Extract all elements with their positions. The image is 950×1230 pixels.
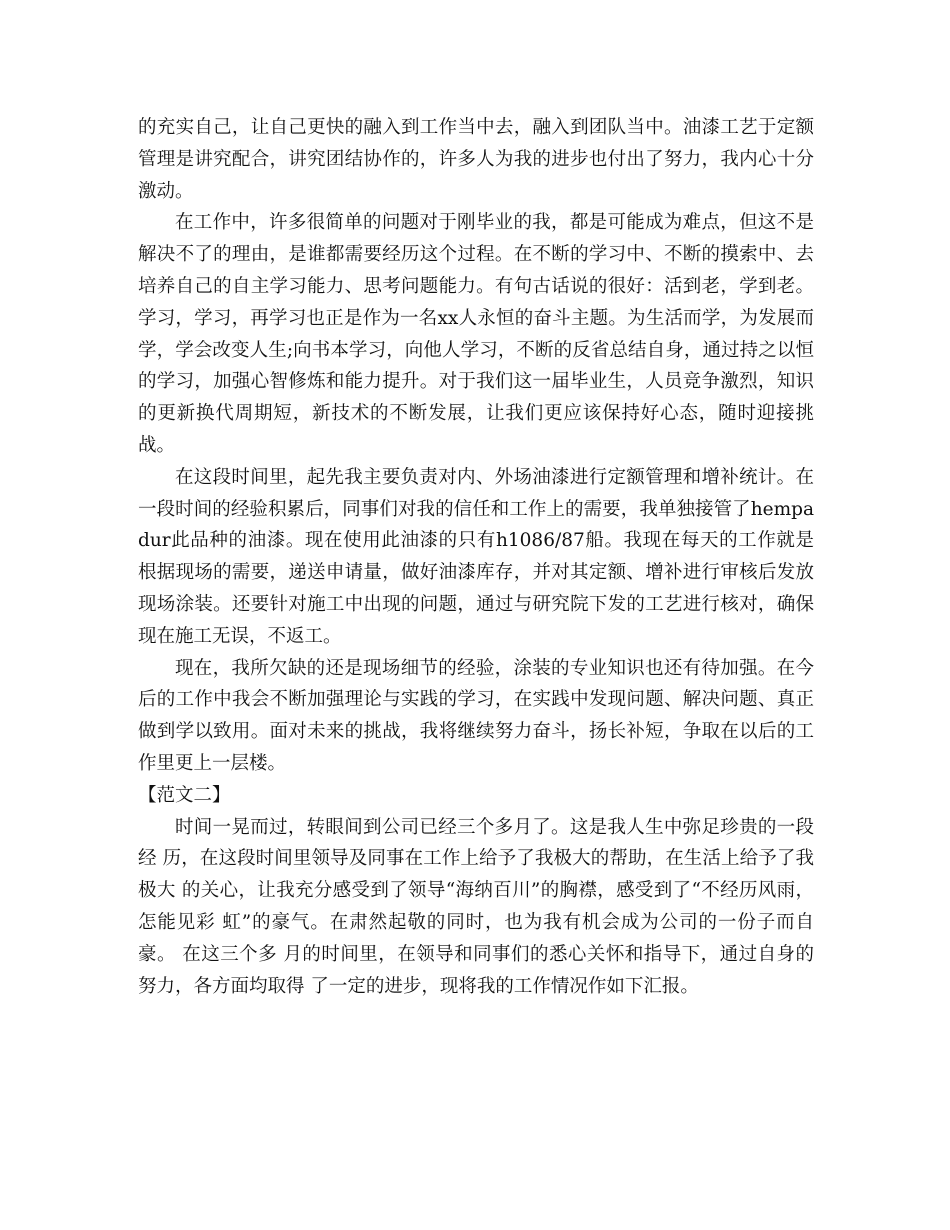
section-heading: 【范文二】	[138, 784, 231, 806]
document-body	[138, 112, 814, 1002]
paragraph-shortcomings: 现在，我所欠缺的还是现场细节的经验，涂装的专业知识也还有待加强。在今后的工作中我会不断加强理论与实践的学习，在实践中发现问题、解决问题、真正做到学以致用。面对未来的挑战，我将继续努力奋斗，扬长补短，争取在以后的工作里更上一层楼。	[138, 657, 814, 774]
paragraph-duties: 在这段时间里，起先我主要负责对内、外场油漆进行定额管理和增补统计。在一段时间的经验积累后，同事们对我的信任和工作上的需要，我单独接管了hempadur此品种的油漆。现在使用此油漆的只有h1086/87船。我现在每天的工作就是根据现场的需要，递送申请量，做好油漆库存，并对其定额、增补进行审核后发放现场涂装。还要针对施工中出现的问题，通过与研究院下发的工艺进行核对，确保现在施工无误，不返工。	[138, 466, 814, 647]
paragraph-sample-two: 时间一晃而过，转眼间到公司已经三个多月了。这是我人生中弥足珍贵的一段经 历，在这段时间里领导及同事在工作上给予了我极大的帮助，在生活上给予了我极大 的关心，让我充分感受到了领导“海纳百川”的胸襟，感受到了“不经历风雨，怎能见彩 虹”的豪气。在肃然起敬的同时，也为我有机会成为公司的一份子而自豪。 在这三个多 月的时间里，在领导和同事们的悉心关怀和指导下，通过自身的努力，各方面均取得 了一定的进步，现将我的工作情况作如下汇报。	[138, 816, 814, 997]
paragraph-continuation: 的充实自己，让自己更快的融入到工作当中去，融入到团队当中。油漆工艺于定额管理是讲究配合，讲究团结协作的，许多人为我的进步也付出了努力，我内心十分激动。	[138, 117, 814, 202]
paragraph-learning: 在工作中，许多很简单的问题对于刚毕业的我，都是可能成为难点，但这不是解决不了的理由，是谁都需要经历这个过程。在不断的学习中、不断的摸索中、去培养自己的自主学习能力、思考问题能力。有句古话说的很好：活到老，学到老。学习，学习，再学习也正是作为一名xx人永恒的奋斗主题。为生活而学，为发展而学，学会改变人生;向书本学习，向他人学习，不断的反省总结自身，通过持之以恒的学习，加强心智修炼和能力提升。对于我们这一届毕业生，人员竞争激烈，知识的更新换代周期短，新技术的不断发展，让我们更应该保持好心态，随时迎接挑战。	[138, 212, 814, 456]
